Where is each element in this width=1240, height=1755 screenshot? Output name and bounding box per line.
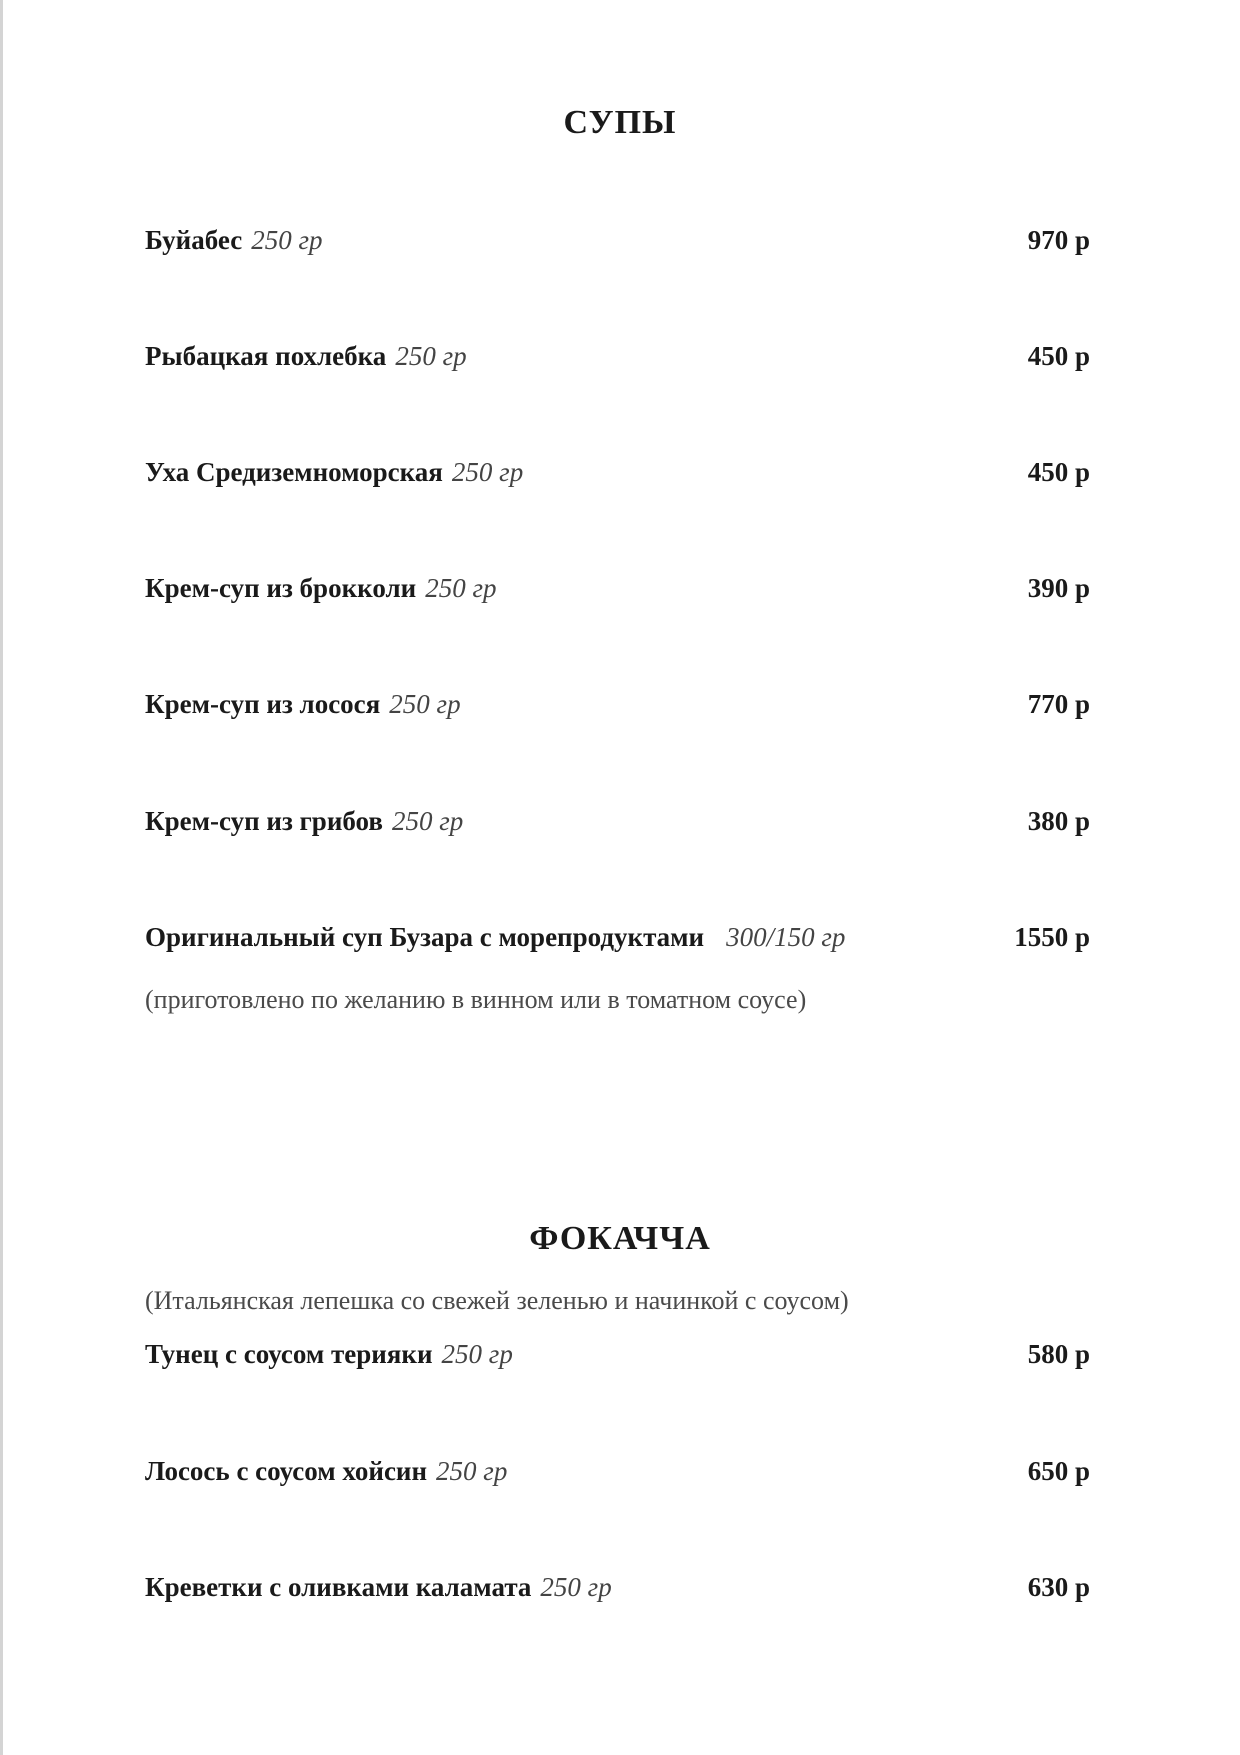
- menu-item-weight: 250 гр: [425, 573, 497, 603]
- menu-item-label: [145, 1339, 513, 1370]
- menu-item-name: Оригинальный суп Бузара с морепродуктами: [145, 922, 705, 952]
- menu-item-label: [145, 225, 322, 256]
- menu-item-name: Креветки с оливками каламата: [145, 1572, 532, 1602]
- menu-item-weight: 250 гр: [395, 341, 467, 371]
- menu-item: [145, 457, 1090, 497]
- menu-item: [145, 689, 1090, 729]
- focaccia-section-title: ФОКАЧЧА: [529, 1220, 711, 1257]
- menu-item-label: [145, 806, 463, 837]
- page-edge: [0, 0, 3, 1755]
- menu-item-label: [145, 1456, 507, 1487]
- menu-item-name: Уха Средиземноморская: [145, 457, 443, 487]
- menu-item-label: [145, 341, 467, 372]
- menu-item-price: 390 р: [1027, 573, 1090, 603]
- menu-item: [145, 573, 1090, 613]
- menu-item-name: Лосось с соусом хойсин: [145, 1456, 428, 1486]
- menu-item-label: [145, 1572, 612, 1603]
- menu-item-price: 630 р: [1027, 1572, 1090, 1602]
- menu-item-price: 770 р: [1027, 689, 1090, 719]
- menu-item: [145, 341, 1090, 381]
- soups-note: (приготовлено по желанию в винном или в томатном соусе): [145, 985, 807, 1014]
- menu-item: [145, 806, 1090, 846]
- menu-item-name: Крем-суп из лосося: [145, 689, 381, 719]
- menu-item-weight: 250 гр: [451, 457, 524, 487]
- soups-section-title: СУПЫ: [563, 104, 677, 141]
- menu-item-weight: 250 гр: [389, 689, 461, 719]
- menu-item: [145, 1456, 1090, 1496]
- menu-item-weight: 300/150 гр: [726, 922, 846, 952]
- menu-item-name: Тунец с соусом терияки: [145, 1339, 433, 1369]
- menu-item-name: Буйабес: [145, 225, 243, 255]
- menu-item-price: 450 р: [1027, 457, 1090, 487]
- menu-item-label: [145, 922, 845, 953]
- menu-item-price: 970 р: [1027, 225, 1090, 255]
- menu-item-price: 580 р: [1027, 1339, 1090, 1369]
- focaccia-subtitle: (Итальянская лепешка со свежей зеленью и начинкой с соусом): [145, 1286, 849, 1315]
- menu-item-price: 380 р: [1027, 806, 1090, 836]
- menu-item: [145, 225, 1090, 265]
- menu-item-price: 1550 р: [1014, 922, 1090, 952]
- menu-item-weight: 250 гр: [391, 806, 464, 836]
- menu-item-name: Крем-суп из грибов: [145, 806, 383, 836]
- menu-item-weight: 250 гр: [540, 1572, 612, 1602]
- menu-item-label: [145, 457, 523, 488]
- menu-item-weight: 250 гр: [251, 225, 323, 255]
- menu-item-label: [145, 689, 461, 720]
- menu-item-name: Рыбацкая похлебка: [145, 341, 387, 371]
- menu-item-name: Крем-суп из брокколи: [145, 573, 417, 603]
- menu-item-price: 450 р: [1027, 341, 1090, 371]
- menu-item: [145, 922, 1090, 962]
- menu-item-price: 650 р: [1027, 1456, 1090, 1486]
- menu-item-label: [145, 573, 496, 604]
- menu-item-weight: 250 гр: [436, 1456, 508, 1486]
- menu-item: [145, 1339, 1090, 1379]
- menu-item: [145, 1572, 1090, 1612]
- menu-item-weight: 250 гр: [441, 1339, 513, 1369]
